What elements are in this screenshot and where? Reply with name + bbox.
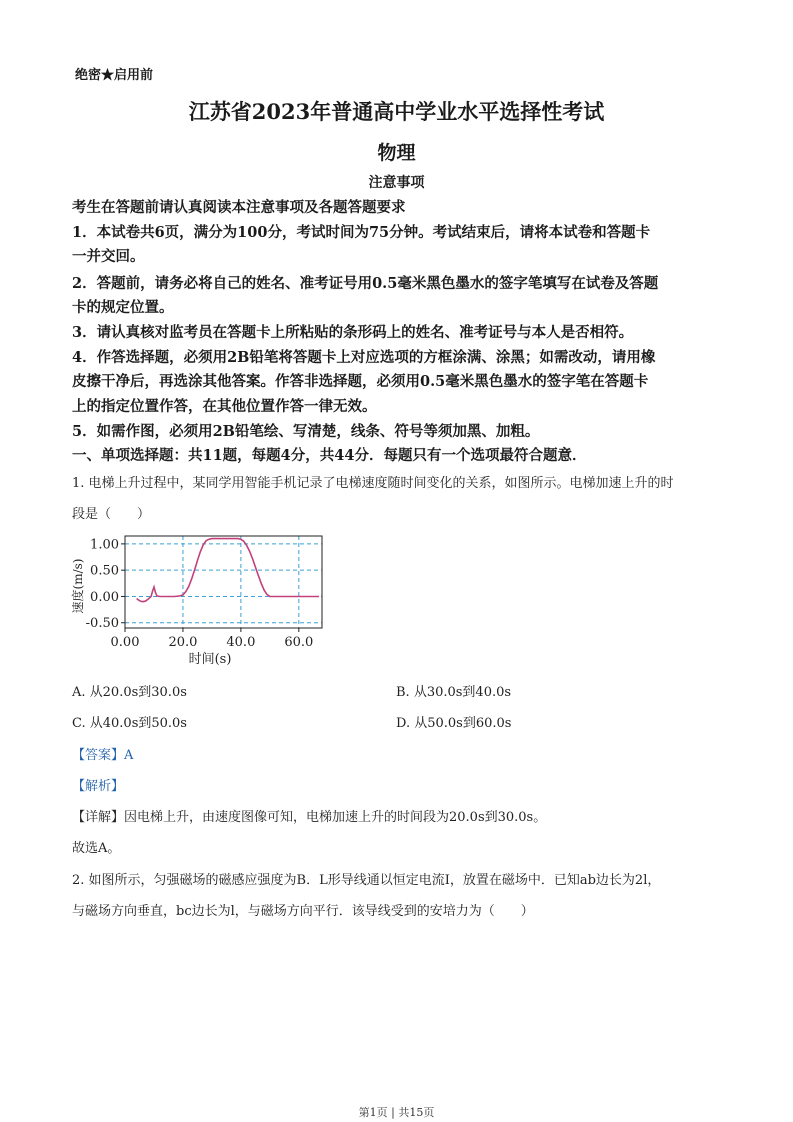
notice-line: 卡的规定位置。: [72, 299, 174, 316]
y-tick-label: -0.50: [85, 616, 119, 632]
option-a[interactable]: A. 从20.0s到30.0s: [72, 685, 187, 700]
conclusion-text: 故选A。: [72, 841, 121, 856]
y-tick-label: 0.50: [90, 563, 119, 579]
notice-line: 1．本试卷共6页，满分为100分，考试时间为75分钟。考试结束后，请将本试卷和答题卡: [72, 224, 651, 241]
subject-title: 物理: [377, 142, 416, 164]
option-b[interactable]: B. 从30.0s到40.0s: [396, 685, 512, 700]
option-d[interactable]: D. 从50.0s到60.0s: [396, 716, 512, 731]
notice-line: 5．如需作图，必须用2B铅笔绘、写清楚，线条、符号等须加黑、加粗。: [72, 423, 540, 440]
y-tick-label: 1.00: [90, 537, 119, 553]
x-axis-label: 时间(s): [188, 652, 232, 667]
notice-line: 上的指定位置作答，在其他位置作答一律无效。: [72, 398, 377, 415]
y-tick-label: 0.00: [90, 589, 119, 605]
notice-line: 皮擦干净后，再选涂其他答案。作答非选择题，必须用0.5毫米黑色墨水的签字笔在答题卡: [72, 373, 649, 390]
x-tick-label: 0.00: [110, 635, 140, 650]
answer-tag: 【答案】A: [72, 748, 134, 763]
section-heading: 一、单项选择题：共11题，每题4分，共44分．每题只有一个选项最符合题意．: [72, 447, 587, 464]
notice-line: 2．答题前，请务必将自己的姓名、准考证号用0.5毫米黑色墨水的签字笔填写在试卷及答题: [72, 275, 659, 292]
q1-stem-line: 1. 电梯上升过程中，某同学用智能手机记录了电梯速度随时间变化的关系，如图所示。电梯加速上升的时: [72, 476, 674, 491]
velocity-time-chart: [60, 528, 350, 673]
x-tick-label: 20.0: [168, 635, 198, 650]
notice-line: 一并交回。: [72, 248, 145, 265]
detail-text: 【详解】因电梯上升，由速度图像可知，电梯加速上升的时间段为20.0s到30.0s。: [72, 810, 547, 825]
option-c[interactable]: C. 从40.0s到50.0s: [72, 716, 187, 731]
notice-heading: 注意事项: [368, 175, 425, 191]
notice-line: 4．作答选择题，必须用2B铅笔将答题卡上对应选项的方框涂满、涂黑；如需改动，请用橡: [72, 349, 656, 366]
analysis-tag: 【解析】: [72, 779, 125, 794]
q2-stem-line: 2. 如图所示，匀强磁场的磁感应强度为B．L形导线通以恒定电流I，放置在磁场中．已知ab边长为2l，: [72, 873, 661, 888]
q1-stem-line: 段是（ ）: [72, 507, 151, 522]
notice-line: 3．请认真核对监考员在答题卡上所粘贴的条形码上的姓名、准考证号与本人是否相符。: [72, 324, 634, 341]
x-tick-label: 60.0: [284, 635, 314, 650]
confidential-label: 绝密★启用前: [75, 68, 154, 83]
notice-line: 考生在答题前请认真阅读本注意事项及各题答题要求: [72, 199, 406, 216]
plot-frame: [125, 536, 322, 628]
x-tick-label: 40.0: [226, 635, 256, 650]
exam-title: 江苏省2023年普通高中学业水平选择性考试: [188, 99, 605, 124]
q2-stem-line: 与磁场方向垂直，bc边长为l，与磁场方向平行．该导线受到的安培力为（ ）: [72, 904, 534, 919]
y-axis-label: 速度(m/s): [71, 558, 85, 614]
page-footer: 第1页 | 共15页: [358, 1106, 435, 1119]
